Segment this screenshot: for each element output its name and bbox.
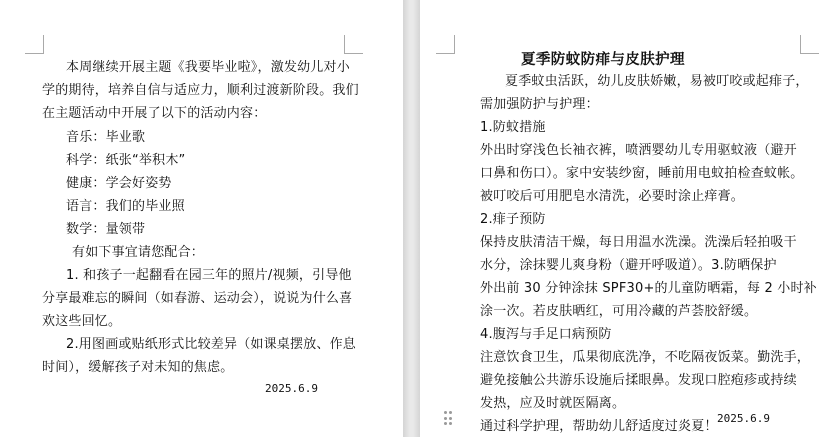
paragraph-line: 外出时穿浅色长袖衣裤，喷洒婴幼儿专用驱蚊液（避开 — [480, 143, 797, 158]
document-date: 2025.6.9 — [265, 382, 318, 395]
activity-item: 音乐：毕业歌 — [66, 130, 146, 145]
drag-handle-icon[interactable] — [444, 411, 452, 425]
crop-mark-top-right — [344, 35, 363, 54]
activity-item: 科学：纸张“举积木” — [66, 153, 186, 168]
paragraph-line: 在主题活动中开展了以下的活动内容： — [42, 106, 267, 121]
paragraph-line: 有如下事宜请您配合： — [72, 245, 205, 260]
paragraph-line: 欢这些回忆。 — [42, 314, 122, 329]
crop-mark-top-right — [800, 35, 819, 54]
paragraph-line: 1. 和孩子一起翻看在园三年的照片/视频，引导他 — [66, 268, 352, 283]
paragraph-line: 发热，应及时就医隔离。 — [480, 396, 626, 411]
crop-mark-top-left — [436, 35, 455, 54]
activity-item: 数学：量领带 — [66, 222, 146, 237]
paragraph-line: 学的期待，培养自信与适应力，顺利过渡新阶段。我们 — [42, 83, 359, 98]
paragraph-line: 夏季蚊虫活跃，幼儿皮肤娇嫩，易被叮咬或起痱子， — [505, 74, 809, 89]
paragraph-line: 避免接触公共游乐设施后揉眼鼻。发现口腔疱疹或持续 — [480, 373, 797, 388]
paragraph-line: 保持皮肤清洁干燥，每日用温水洗澡。洗澡后轻拍吸干 — [480, 235, 797, 250]
paragraph-line: 分享最难忘的瞬间（如春游、运动会），说说为什么喜 — [42, 291, 353, 306]
article-title: 夏季防蚊防痱与皮肤护理 — [521, 52, 685, 68]
activity-item: 语言：我们的毕业照 — [66, 199, 185, 214]
paragraph-line: 水分，涂抹婴儿爽身粉（避开呼吸道）。3.防晒保护 — [480, 258, 777, 273]
paragraph-line: 2.用图画或贴纸形式比较差异（如课桌摆放、作息 — [66, 337, 357, 352]
paragraph-line: 被叮咬后可用肥皂水清洗，必要时涂止痒膏。 — [480, 189, 745, 204]
crop-mark-top-left — [25, 35, 44, 54]
paragraph-line: 时间），缓解孩子对未知的焦虑。 — [42, 360, 234, 375]
section-heading: 2.痱子预防 — [480, 212, 546, 227]
paragraph-line: 外出前 30 分钟涂抹 SPF30+的儿童防晒霜，每 2 小时补 — [480, 281, 817, 296]
paragraph-line: 注意饮食卫生，瓜果彻底洗净，不吃隔夜饭菜。勤洗手， — [480, 350, 811, 365]
paragraph-line: 需加强防护与护理： — [480, 97, 599, 112]
document-page-left — [0, 0, 403, 437]
page-gutter — [403, 0, 420, 437]
paragraph-line: 通过科学护理，帮助幼儿舒适度过炎夏！ — [480, 419, 718, 434]
document-page-right — [420, 0, 832, 437]
paragraph-line: 涂一次。若皮肤晒红，可用冷藏的芦荟胶舒缓。 — [480, 304, 758, 319]
document-date: 2025.6.9 — [717, 412, 770, 425]
paragraph-line: 口鼻和伤口）。家中安装纱窗，睡前用电蚊拍检查蚊帐。 — [480, 166, 804, 181]
section-heading: 4.腹泻与手足口病预防 — [480, 327, 612, 342]
activity-item: 健康：学会好姿势 — [66, 176, 172, 191]
paragraph-line: 本周继续开展主题《我要毕业啦》，激发幼儿对小 — [66, 60, 350, 75]
section-heading: 1.防蚊措施 — [480, 120, 546, 135]
